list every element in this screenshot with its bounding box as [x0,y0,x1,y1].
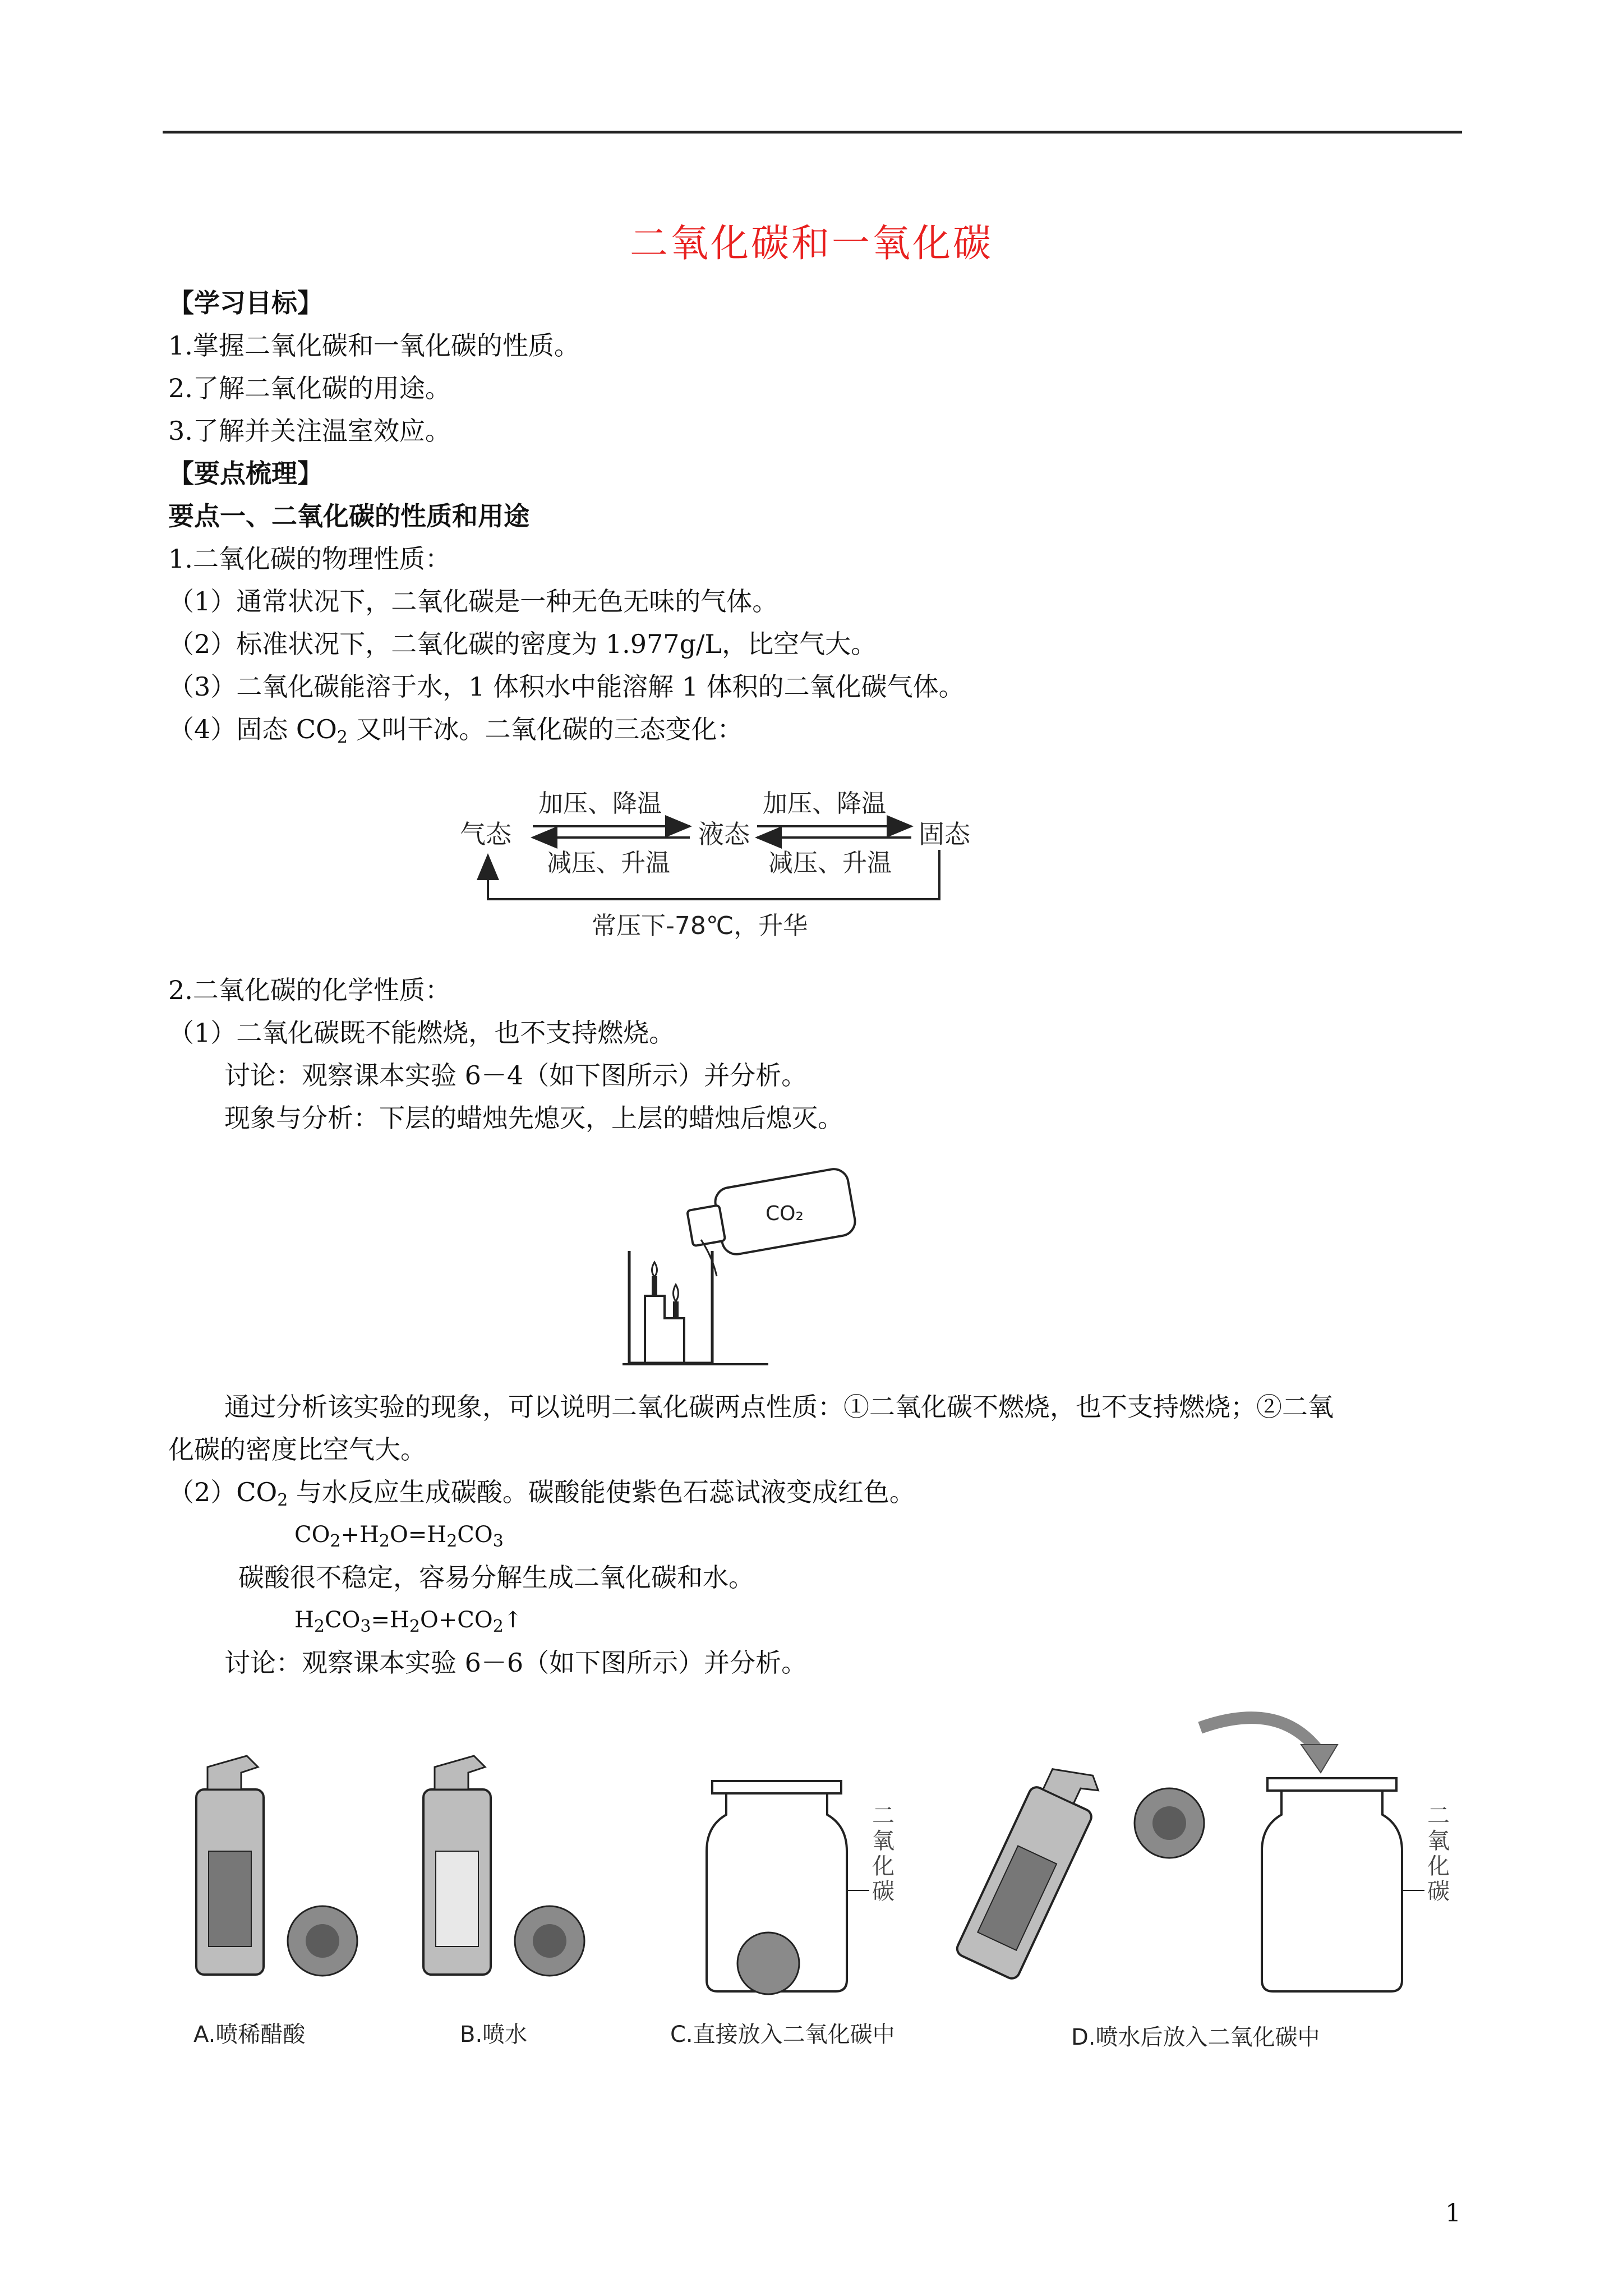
co2-bottle-label: CO₂ [766,1202,804,1225]
upper-candle [652,1276,657,1296]
backward-label-1: 减压、升温 [547,849,670,877]
page-title: 二氧化碳和一氧化碳 [629,222,993,266]
solid-label: 固态 [919,819,970,849]
physical-item-3: （3）二氧化碳能溶于水，1 体积水中能溶解 1 体积的二氧化碳气体。 [168,671,965,702]
equation-1: $CO_2+H_2O=H_2CO_3$ [294,1522,504,1551]
key-points-heading: 【要点梳理】 [168,458,323,489]
beaker [629,1251,712,1363]
candle-experiment-figure [623,1167,880,1369]
objective-2: 2.了解二氧化碳的用途。 [168,373,451,403]
liquid-label: 液态 [698,819,750,849]
phenomenon-analysis: 现象与分析：下层的蜡烛先熄灭，上层的蜡烛后熄灭。 [224,1103,843,1133]
physical-item-4: （4）固态 $CO_2$ 又叫干冰。二氧化碳的三态变化： [168,714,743,747]
jar-label-c-2: 氧 [872,1828,895,1854]
panel-a [196,1756,357,1976]
physical-item-1: （1）通常状况下，二氧化碳是一种无色无味的气体。 [168,586,778,616]
discussion-2: 讨论：观察课本实验 6－6（如下图所示）并分析。 [224,1648,808,1678]
objectives-heading: 【学习目标】 [168,288,323,318]
spray-head-a [208,1756,258,1789]
jar-label-d-3: 化 [1427,1853,1450,1879]
flower-c [737,1932,799,1994]
jar-label-c-3: 化 [872,1853,895,1879]
jar-label-c-1: 二 [872,1803,895,1829]
chemical-item-2: $(2)CO_2$ 与水反应生成碳酸。碳酸能使紫色石蕊试液变成红色。 [168,1477,915,1510]
bottle-neck [687,1205,725,1246]
chemical-heading: 2.二氧化碳的化学性质： [168,975,451,1005]
phase-diagram [449,777,987,945]
forward-label-1: 加压、降温 [538,789,662,818]
carbonic-acid-unstable: 碳酸很不稳定，容易分解生成二氧化碳和水。 [238,1562,754,1593]
upper-flame [652,1262,657,1277]
jar-label-c-4: 碳 [872,1879,895,1904]
physical-item-2: （2）标准状况下，二氧化碳的密度为 1.977g/L，比空气大。 [168,629,877,659]
conclusion-line-2: 化碳的密度比空气大。 [168,1434,426,1465]
chemical-item-1: （1）二氧化碳既不能燃烧，也不支持燃烧。 [168,1018,675,1048]
discussion-1: 讨论：观察课本实验 6－4（如下图所示）并分析。 [224,1060,808,1091]
sublimation-label: 常压下-78℃，升华 [592,912,808,940]
lower-flame [674,1285,679,1301]
page-number: 1 [1445,2199,1461,2228]
backward-label-2: 减压、升温 [768,849,892,877]
equation-2: $H_2CO_3=H_2O+CO_2↑$ [294,1607,523,1636]
caption-a: A.喷稀醋酸 [193,2022,306,2047]
objective-3: 3.了解并关注温室效应。 [168,416,451,446]
jar-lid-d [1267,1778,1396,1791]
objective-1: 1.掌握二氧化碳和一氧化碳的性质。 [168,330,580,361]
forward-label-2: 加压、降温 [763,789,886,818]
panel-d [955,1718,1450,1991]
header-rule [163,131,1462,134]
physical-heading: 1.二氧化碳的物理性质： [168,544,451,574]
spray-head-b [435,1756,485,1789]
curved-arrow [1200,1718,1318,1750]
jar-label-d-2: 氧 [1427,1828,1450,1854]
caption-d: D.喷水后放入二氧化碳中 [1071,2024,1320,2050]
jar-label-d-4: 碳 [1427,1879,1450,1904]
jar-d [1262,1791,1402,1991]
jar-lid-c [712,1781,841,1793]
panel-c [707,1781,895,1994]
conclusion-line-1: 通过分析该实验的现象，可以说明二氧化碳两点性质：①二氧化碳不燃烧，也不支持燃烧；②二氧 [224,1392,1334,1422]
caption-c: C.直接放入二氧化碳中 [670,2022,895,2047]
caption-b: B.喷水 [460,2022,528,2047]
jar-label-d-1: 二 [1427,1803,1450,1829]
lower-candle [673,1301,679,1318]
flower-experiment-figure [168,1705,1458,2064]
section-heading: 要点一、二氧化碳的性质和用途 [168,501,529,531]
panel-b [423,1756,584,1976]
gas-label: 气态 [460,819,511,849]
